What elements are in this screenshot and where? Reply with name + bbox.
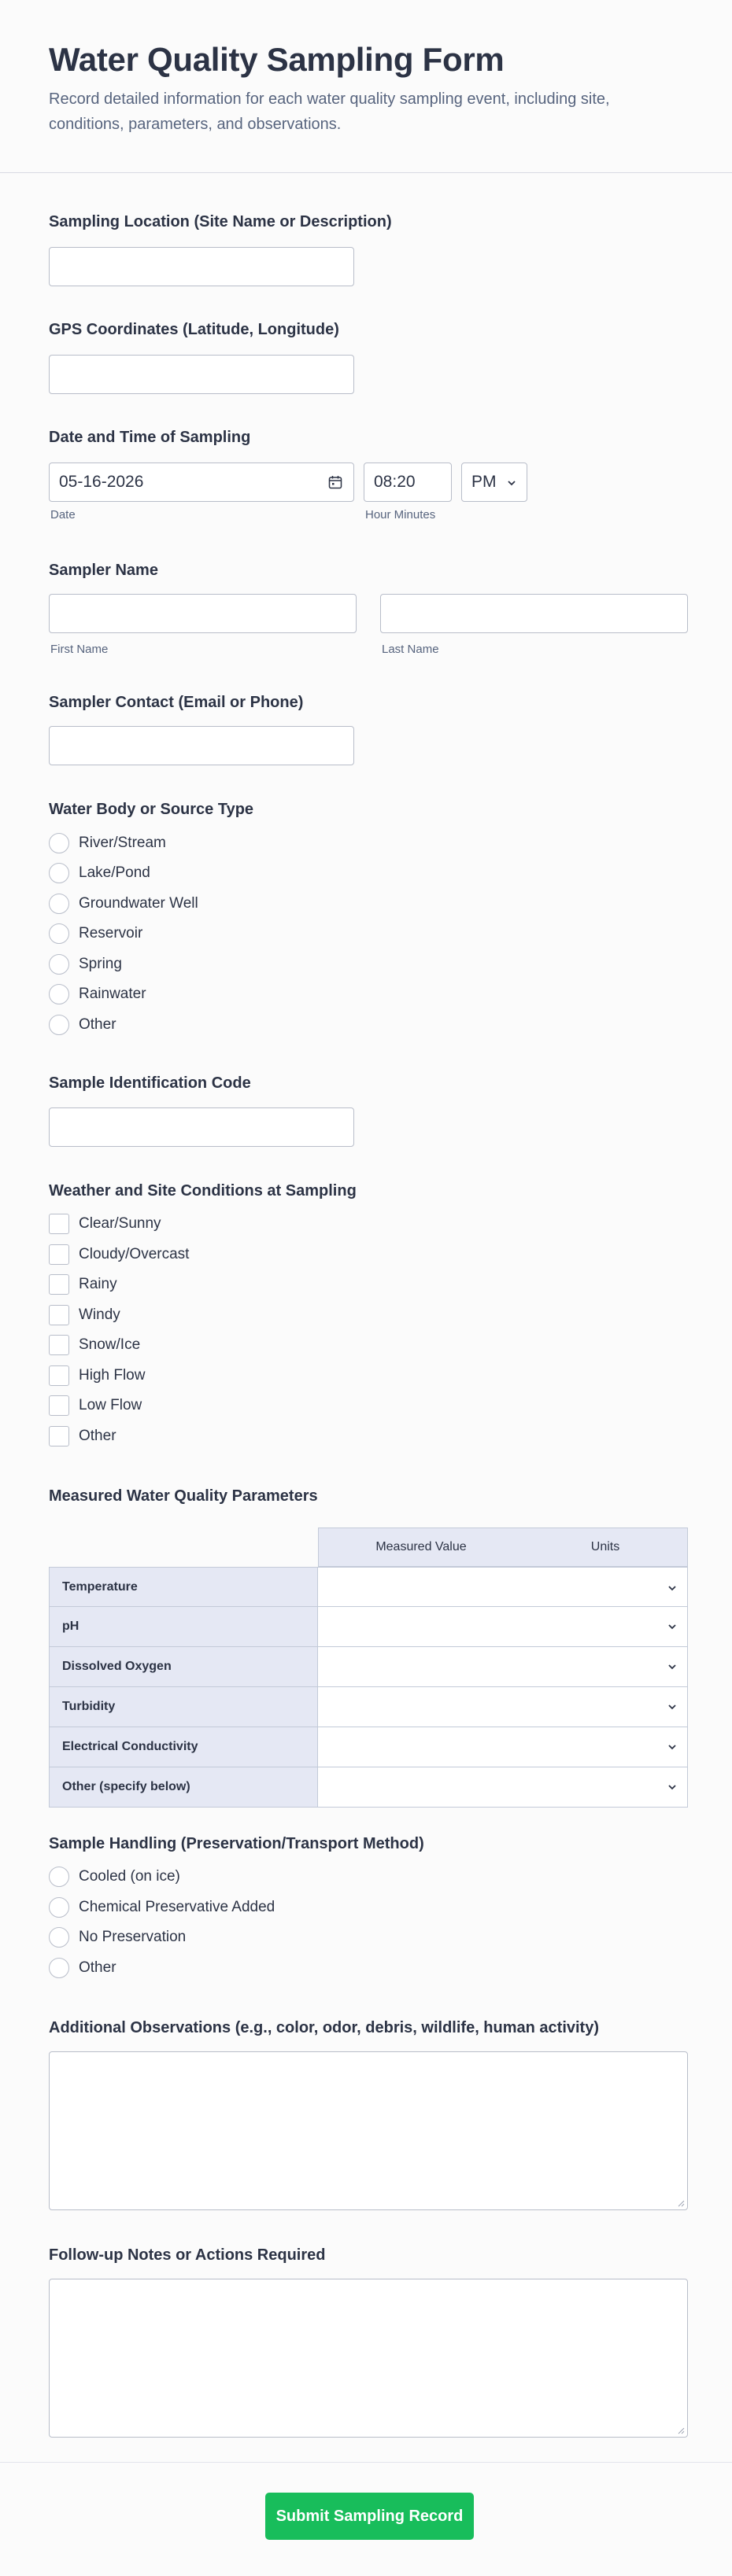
contact-field	[49, 691, 688, 770]
date-value: 05-16-2026	[59, 473, 144, 491]
datetime-label: Date and Time of Sampling	[49, 429, 251, 446]
time-sublabel: Hour Minutes	[365, 508, 436, 521]
units-select[interactable]	[523, 1607, 688, 1647]
resize-handle-icon[interactable]	[677, 2199, 685, 2207]
sampler-field	[49, 559, 688, 662]
checkbox[interactable]	[49, 1214, 69, 1234]
measured-value-input[interactable]	[318, 1607, 524, 1647]
sample-id-input[interactable]	[49, 1107, 354, 1147]
radio-option[interactable]	[49, 1925, 186, 1950]
units-select[interactable]	[523, 1647, 688, 1687]
time-input[interactable]	[364, 463, 452, 502]
radio-button[interactable]	[49, 894, 69, 914]
checkbox-option[interactable]	[49, 1303, 120, 1328]
ampm-value: PM	[471, 473, 497, 491]
date-sublabel: Date	[50, 508, 76, 521]
option-label: Reservoir	[79, 925, 143, 942]
option-label: Cooled (on ice)	[79, 1868, 180, 1885]
option-label: Clear/Sunny	[79, 1215, 161, 1232]
ampm-select[interactable]	[461, 463, 527, 502]
form-title: Water Quality Sampling Form	[49, 41, 505, 78]
option-label: Groundwater Well	[79, 895, 198, 912]
radio-button[interactable]	[49, 954, 69, 975]
radio-option[interactable]	[49, 891, 198, 916]
measured-value-input[interactable]	[318, 1647, 524, 1687]
checkbox[interactable]	[49, 1244, 69, 1265]
radio-option[interactable]	[49, 982, 146, 1007]
units-select[interactable]	[523, 1687, 688, 1727]
radio-option[interactable]	[49, 1012, 116, 1037]
chevron-down-icon	[667, 1782, 678, 1793]
option-label: Rainwater	[79, 986, 146, 1002]
measured-value-input[interactable]	[318, 1767, 524, 1808]
checkbox-option[interactable]	[49, 1424, 116, 1449]
chevron-down-icon	[506, 477, 517, 488]
option-label: River/Stream	[79, 835, 166, 851]
chevron-down-icon	[667, 1583, 678, 1594]
checkbox-option[interactable]	[49, 1272, 117, 1297]
water-body-label: Water Body or Source Type	[49, 801, 254, 818]
matrix-row-label: Electrical Conductivity	[49, 1727, 318, 1767]
checkbox-option[interactable]	[49, 1393, 142, 1418]
time-value: 08:20	[374, 473, 416, 491]
radio-button[interactable]	[49, 1867, 69, 1887]
followup-textarea[interactable]	[49, 2279, 688, 2438]
last-name-input[interactable]	[380, 594, 688, 633]
matrix-row-label: pH	[49, 1607, 318, 1647]
datetime-field	[49, 426, 688, 529]
observations-field	[49, 2017, 688, 2213]
matrix-row-label: Temperature	[49, 1567, 318, 1607]
option-label: Cloudy/Overcast	[79, 1246, 190, 1262]
contact-label: Sampler Contact (Email or Phone)	[49, 694, 304, 711]
radio-option[interactable]	[49, 921, 142, 946]
radio-button[interactable]	[49, 833, 69, 853]
observations-label: Additional Observations (e.g., color, odor, debris, wildlife, human activity)	[49, 2019, 600, 2036]
matrix-row-label: Turbidity	[49, 1687, 318, 1727]
option-label: Snow/Ice	[79, 1336, 141, 1353]
radio-button[interactable]	[49, 1015, 69, 1035]
date-input[interactable]	[49, 463, 354, 502]
measured-value-input[interactable]	[318, 1727, 524, 1767]
units-select[interactable]	[523, 1567, 688, 1607]
matrix-row-label: Dissolved Oxygen	[49, 1647, 318, 1687]
sample-id-label: Sample Identification Code	[49, 1074, 251, 1092]
handling-field	[49, 1833, 688, 1990]
form-footer	[0, 2462, 732, 2576]
checkbox[interactable]	[49, 1274, 69, 1295]
option-label: Windy	[79, 1306, 120, 1323]
followup-label: Follow-up Notes or Actions Required	[49, 2246, 326, 2264]
radio-button[interactable]	[49, 1958, 69, 1978]
option-label: Chemical Preservative Added	[79, 1899, 275, 1915]
observations-textarea[interactable]	[49, 2051, 688, 2210]
radio-button[interactable]	[49, 923, 69, 944]
matrix-header-measured-value: Measured Value	[318, 1528, 524, 1567]
option-label: Rainy	[79, 1276, 117, 1292]
handling-label: Sample Handling (Preservation/Transport Method)	[49, 1835, 424, 1852]
form-subtitle: Record detailed information for each water quality sampling event, including site, conditions, parameters, and observations.	[49, 90, 610, 133]
parameters-label: Measured Water Quality Parameters	[49, 1487, 318, 1505]
matrix-row-label: Other (specify below)	[49, 1767, 318, 1808]
gps-field	[49, 319, 688, 397]
submit-button[interactable]: Submit Sampling Record	[265, 2493, 474, 2540]
radio-button[interactable]	[49, 1927, 69, 1948]
option-label: High Flow	[79, 1367, 146, 1384]
resize-handle-icon[interactable]	[677, 2427, 685, 2434]
option-label: Other	[79, 1959, 116, 1976]
option-label: Low Flow	[79, 1397, 142, 1413]
radio-button[interactable]	[49, 1897, 69, 1918]
radio-option[interactable]	[49, 1955, 116, 1981]
checkbox-option[interactable]	[49, 1211, 161, 1236]
checkbox[interactable]	[49, 1335, 69, 1355]
radio-option[interactable]	[49, 952, 122, 977]
matrix-header-units: Units	[523, 1528, 688, 1567]
checkbox[interactable]	[49, 1365, 69, 1386]
radio-option[interactable]	[49, 831, 166, 856]
units-select[interactable]	[523, 1727, 688, 1767]
location-field	[49, 211, 688, 289]
checkbox-option[interactable]	[49, 1332, 140, 1358]
gps-label: GPS Coordinates (Latitude, Longitude)	[49, 321, 339, 338]
radio-option[interactable]	[49, 1895, 275, 1920]
followup-field	[49, 2244, 688, 2441]
option-label: Other	[79, 1016, 116, 1033]
checkbox-option[interactable]	[49, 1242, 189, 1267]
units-select[interactable]	[523, 1767, 688, 1808]
sample-id-field	[49, 1072, 688, 1151]
weather-label: Weather and Site Conditions at Sampling	[49, 1182, 357, 1200]
parameters-field	[49, 1485, 688, 1800]
chevron-down-icon	[667, 1621, 678, 1632]
calendar-icon[interactable]	[328, 475, 342, 489]
option-label: No Preservation	[79, 1929, 187, 1945]
option-label: Lake/Pond	[79, 864, 150, 881]
sampler-label: Sampler Name	[49, 562, 158, 579]
chevron-down-icon	[667, 1701, 678, 1712]
location-label: Sampling Location (Site Name or Description)	[49, 213, 392, 230]
location-input[interactable]	[49, 247, 354, 286]
measured-value-input[interactable]	[318, 1567, 524, 1607]
form-header	[0, 0, 732, 173]
gps-input[interactable]	[49, 355, 354, 394]
chevron-down-icon	[667, 1741, 678, 1752]
first-name-sublabel: First Name	[50, 643, 109, 656]
checkbox[interactable]	[49, 1395, 69, 1416]
checkbox[interactable]	[49, 1426, 69, 1446]
radio-option[interactable]	[49, 861, 150, 886]
radio-button[interactable]	[49, 863, 69, 883]
measured-value-input[interactable]	[318, 1687, 524, 1727]
weather-field	[49, 1180, 688, 1463]
radio-option[interactable]	[49, 1864, 180, 1889]
chevron-down-icon	[667, 1661, 678, 1672]
last-name-sublabel: Last Name	[382, 643, 439, 656]
first-name-input[interactable]	[49, 594, 357, 633]
checkbox-option[interactable]	[49, 1363, 145, 1388]
option-label: Spring	[79, 956, 122, 972]
option-label: Other	[79, 1428, 116, 1444]
water-body-field	[49, 798, 688, 1050]
checkbox[interactable]	[49, 1305, 69, 1325]
radio-button[interactable]	[49, 984, 69, 1004]
contact-input[interactable]	[49, 726, 354, 765]
